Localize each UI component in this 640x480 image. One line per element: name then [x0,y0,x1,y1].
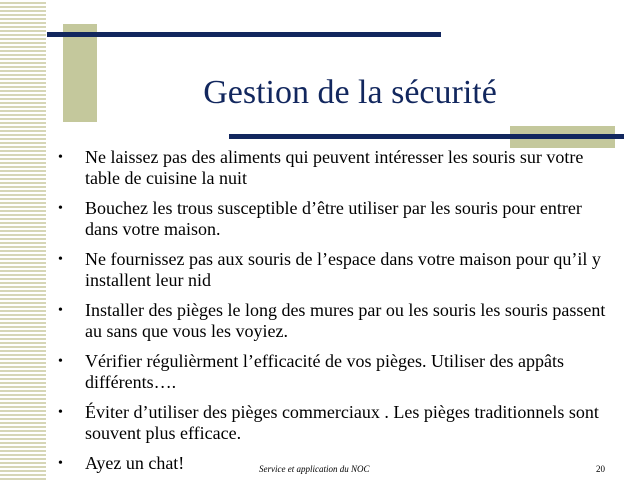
bullet-icon: • [58,150,63,165]
bullet-item [58,351,610,393]
slide-title: Gestion de la sécurité [203,74,497,111]
bullet-text: Installer des pièges le long des mures par ou les souris les souris passent au sans que vous les voyiez. [85,300,606,341]
bullet-text: Bouchez les trous susceptible d’être utiliser par les souris pour entrer dans votre maison. [85,198,582,239]
navy-rule-top [47,32,441,37]
bullet-icon: • [58,456,63,471]
page-number: 20 [596,464,605,474]
bullet-text: Ne fournissez pas aux souris de l’espace dans votre maison pour qu’il y installent leur nid [85,249,601,290]
bullet-text: Ne laissez pas des aliments qui peuvent intéresser les souris sur votre table de cuisine la nuit [85,147,584,188]
bullet-text: Éviter d’utiliser des pièges commerciaux . Les pièges traditionnels sont souvent plus efficace. [85,402,599,443]
bullet-icon: • [58,354,63,369]
bullet-icon: • [58,252,63,267]
striped-margin-decoration [0,0,46,480]
bullet-item [58,249,610,291]
bullet-item [58,198,610,240]
bullet-icon: • [58,405,63,420]
bullet-text: Ayez un chat! [85,453,185,473]
bullet-item [58,147,610,189]
olive-accent-block-top [63,24,97,122]
bullet-icon: • [58,303,63,318]
bullet-list [58,147,610,480]
navy-rule-right [229,134,624,139]
bullet-item [58,300,610,342]
slide-footer: Service et application du NOC [259,464,370,474]
bullet-text: Vérifier régulièrment l’efficacité de vos pièges. Utiliser des appâts différents…. [85,351,564,392]
bullet-icon: • [58,201,63,216]
bullet-item [58,402,610,444]
